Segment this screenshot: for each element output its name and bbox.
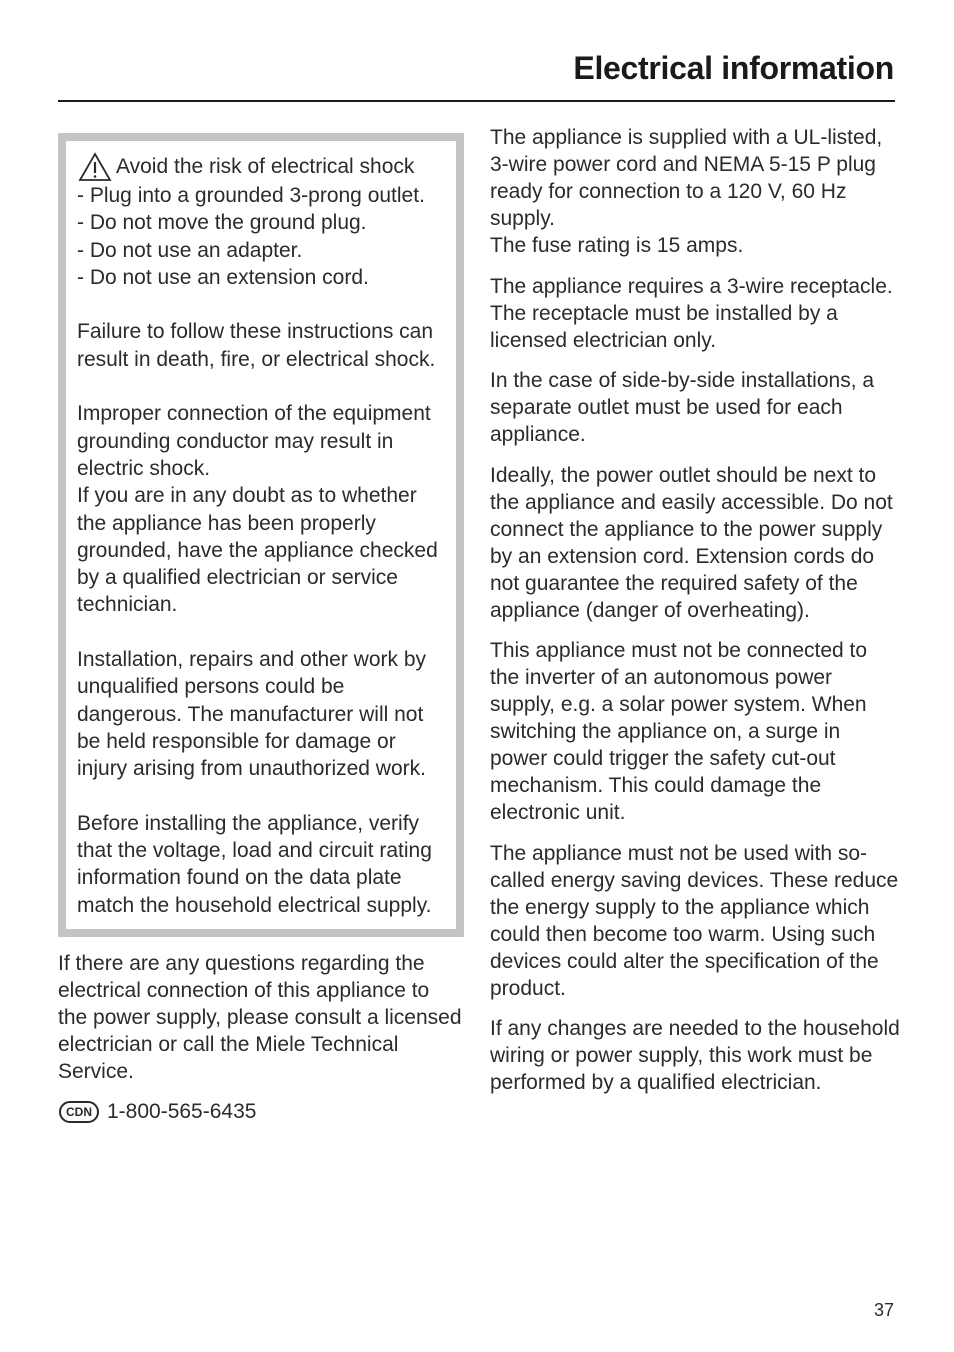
right-column xyxy=(490,124,900,1110)
page-title: Electrical information xyxy=(573,50,894,86)
body-text: In the case of side-by-side installations, a separate outlet must be used for each appliance. xyxy=(490,369,875,446)
body-text: This appliance must not be connected to the inverter of an autonomous power supply, e.g. a solar power system. When switching the appliance on, a surge in power could trigger the safety cut-out mechanism. This could damage the electronic unit. xyxy=(490,639,868,824)
body-paragraph xyxy=(490,840,900,1002)
body-text: Ideally, the power outlet should be next to the appliance and easily accessible. Do not connect the appliance to the power supply by an extension cord. Extension cords do not guarantee the required safety of the appliance (danger of overheating). xyxy=(490,463,893,622)
warning-box xyxy=(58,133,464,937)
warning-heading xyxy=(77,152,446,182)
body-text: If any changes are needed to the household wiring or power supply, this work must be performed by a qualified electrician. xyxy=(490,1017,900,1094)
cdn-badge-icon: CDN xyxy=(59,1101,99,1123)
body-paragraph xyxy=(490,273,900,354)
phone-line xyxy=(58,1098,464,1125)
warning-heading-text: Avoid the risk of electrical shock xyxy=(116,155,415,179)
body-paragraph xyxy=(490,367,900,448)
warning-list-item: - Do not use an extension cord. xyxy=(77,265,369,289)
body-text: The appliance must not be used with so-called energy saving devices. These reduce the energy supply to the appliance which could then become too warm. Using such devices could alter the specification of the product. xyxy=(490,841,899,1000)
warning-paragraph-text: Failure to follow these instructions can result in death, fire, or electrical shock. xyxy=(77,320,436,371)
warning-paragraph xyxy=(77,400,446,618)
body-text: The receptacle must be installed by a licensed electrician only. xyxy=(490,301,838,352)
warning-paragraph xyxy=(77,318,446,373)
warning-paragraph-text: Improper connection of the equipment grounding conductor may result in electric shock. xyxy=(77,402,431,480)
warning-paragraph xyxy=(77,646,446,782)
body-text: The fuse rating is 15 amps. xyxy=(490,234,744,257)
warning-list-item: - Do not move the ground plug. xyxy=(77,211,367,235)
body-text: The appliance is supplied with a UL-listed, 3-wire power cord and NEMA 5-15 P plug ready for connection to a 120 V, 60 Hz supply. xyxy=(490,126,883,230)
contact-paragraph: If there are any questions regarding the electrical connection of this appliance to the power supply, please consult a licensed electrician or call the Miele Technical Service. xyxy=(58,952,462,1084)
warning-paragraph-text: If you are in any doubt as to whether the appliance has been properly grounded, have the appliance checked by a qualified electrician or service technician. xyxy=(77,484,438,617)
warning-list-item: - Do not use an adapter. xyxy=(77,238,303,262)
page-number: 37 xyxy=(873,1300,894,1320)
body-paragraph xyxy=(490,462,900,624)
warning-paragraph xyxy=(77,810,446,919)
body-paragraph xyxy=(490,1015,900,1096)
warning-paragraph-text: Installation, repairs and other work by unqualified persons could be dangerous. The manufacturer will not be held responsible for damage or injury arising from unauthorized work. xyxy=(77,648,427,781)
title-divider xyxy=(58,100,895,102)
phone-number: 1-800-565-6435 xyxy=(107,1100,257,1124)
warning-triangle-icon xyxy=(78,152,112,182)
body-paragraph xyxy=(490,637,900,826)
warning-list-item: - Plug into a grounded 3-prong outlet. xyxy=(77,184,425,207)
warning-paragraph-text: Before installing the appliance, verify that the voltage, load and circuit rating information found on the data plate match the household electrical supply. xyxy=(77,811,432,917)
warning-list xyxy=(77,182,446,291)
body-text: The appliance requires a 3-wire receptacle. xyxy=(490,274,893,298)
body-paragraph xyxy=(490,124,900,259)
left-column xyxy=(58,133,464,1125)
